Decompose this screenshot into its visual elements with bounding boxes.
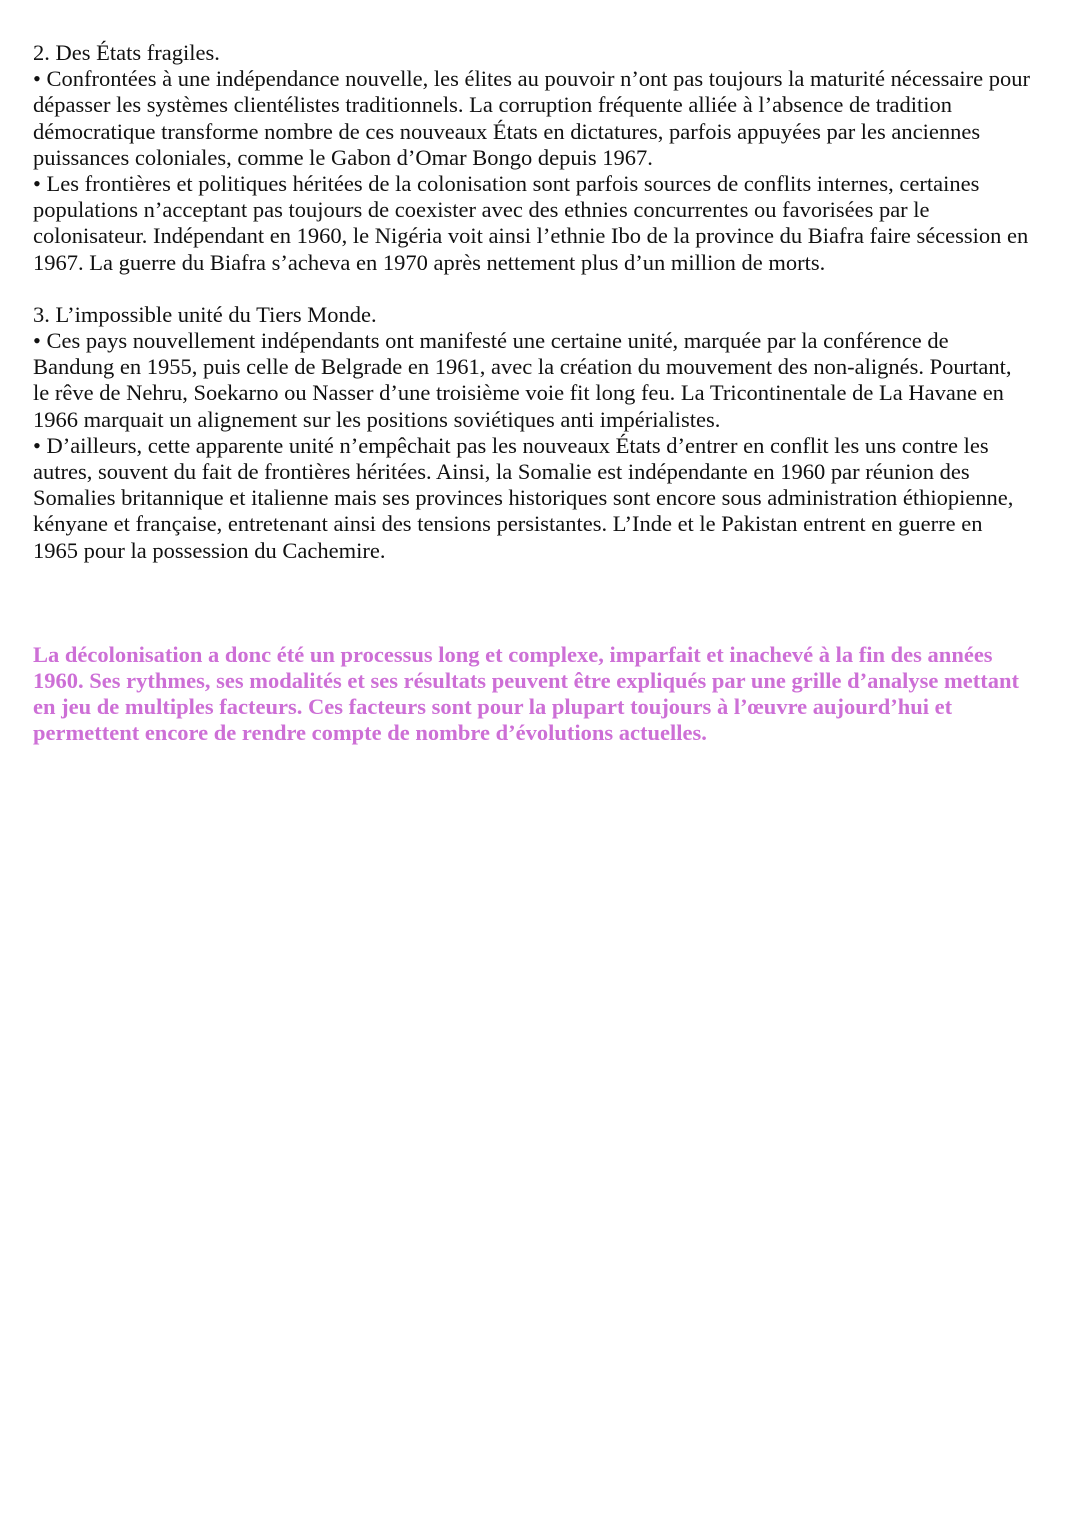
conclusion-paragraph: La décolonisation a donc été un processus long et complexe, imparfait et inachevé à la fin des années 1960. Ses rythmes, ses modalités et ses résultats peuvent être expliqués par une grille d’analyse mettant en jeu de multiples facteurs. Ces facteurs sont pour la plupart toujours à l’œuvre aujourd’hui et permettent encore de rendre compte de nombre d’évolutions actuelles. (33, 641, 1019, 746)
section-etats-fragiles (33, 40, 1033, 276)
section-heading: 3. L’impossible unité du Tiers Monde. (33, 301, 377, 327)
bullet-paragraph: • Ces pays nouvellement indépendants ont manifesté une certaine unité, marquée par la conférence de Bandung en 1955, puis celle de Belgrade en 1961, avec la création du mouvement des non-alignés. Pourtant, le rêve de Nehru, Soekarno ou Nasser d’une troisième voie fit long feu. La Tricontinentale de La Havane en 1966 marquait un alignement sur les positions soviétiques anti impérialistes. (33, 328, 1012, 432)
section-heading: 2. Des États fragiles. (33, 40, 220, 65)
bullet-paragraph: • Les frontières et politiques héritées de la colonisation sont parfois sources de conflits internes, certaines populations n’acceptant pas toujours de coexister avec des ethnies concurrentes ou favorisées par le colonisateur. Indépendant en 1960, le Nigéria voit ainsi l’ethnie Ibo de la province du Biafra faire sécession en 1967. La guerre du Biafra s’acheva en 1970 après nettement plus d’un million de morts. (33, 171, 1029, 275)
section-unite-tiers-monde (33, 302, 1033, 564)
document-page (33, 40, 1033, 747)
bullet-paragraph: • D’ailleurs, cette apparente unité n’empêchait pas les nouveaux États d’entrer en conflit les uns contre les autres, souvent du fait de frontières héritées. Ainsi, la Somalie est indépendante en 1960 par réunion des Somalies britannique et italienne mais ses provinces historiques sont encore sous administration éthiopienne, kényane et française, entretenant ainsi des tensions persistantes. L’Inde et le Pakistan entrent en guerre en 1965 pour la possession du Cachemire. (33, 432, 1014, 563)
bullet-paragraph: • Confrontées à une indépendance nouvelle, les élites au pouvoir n’ont pas toujours la maturité nécessaire pour dépasser les systèmes clientélistes traditionnels. La corruption fréquente alliée à l’absence de tradition démocratique transforme nombre de ces nouveaux États en dictatures, parfois appuyées par les anciennes puissances coloniales, comme le Gabon d’Omar Bongo depuis 1967. (33, 66, 1030, 170)
